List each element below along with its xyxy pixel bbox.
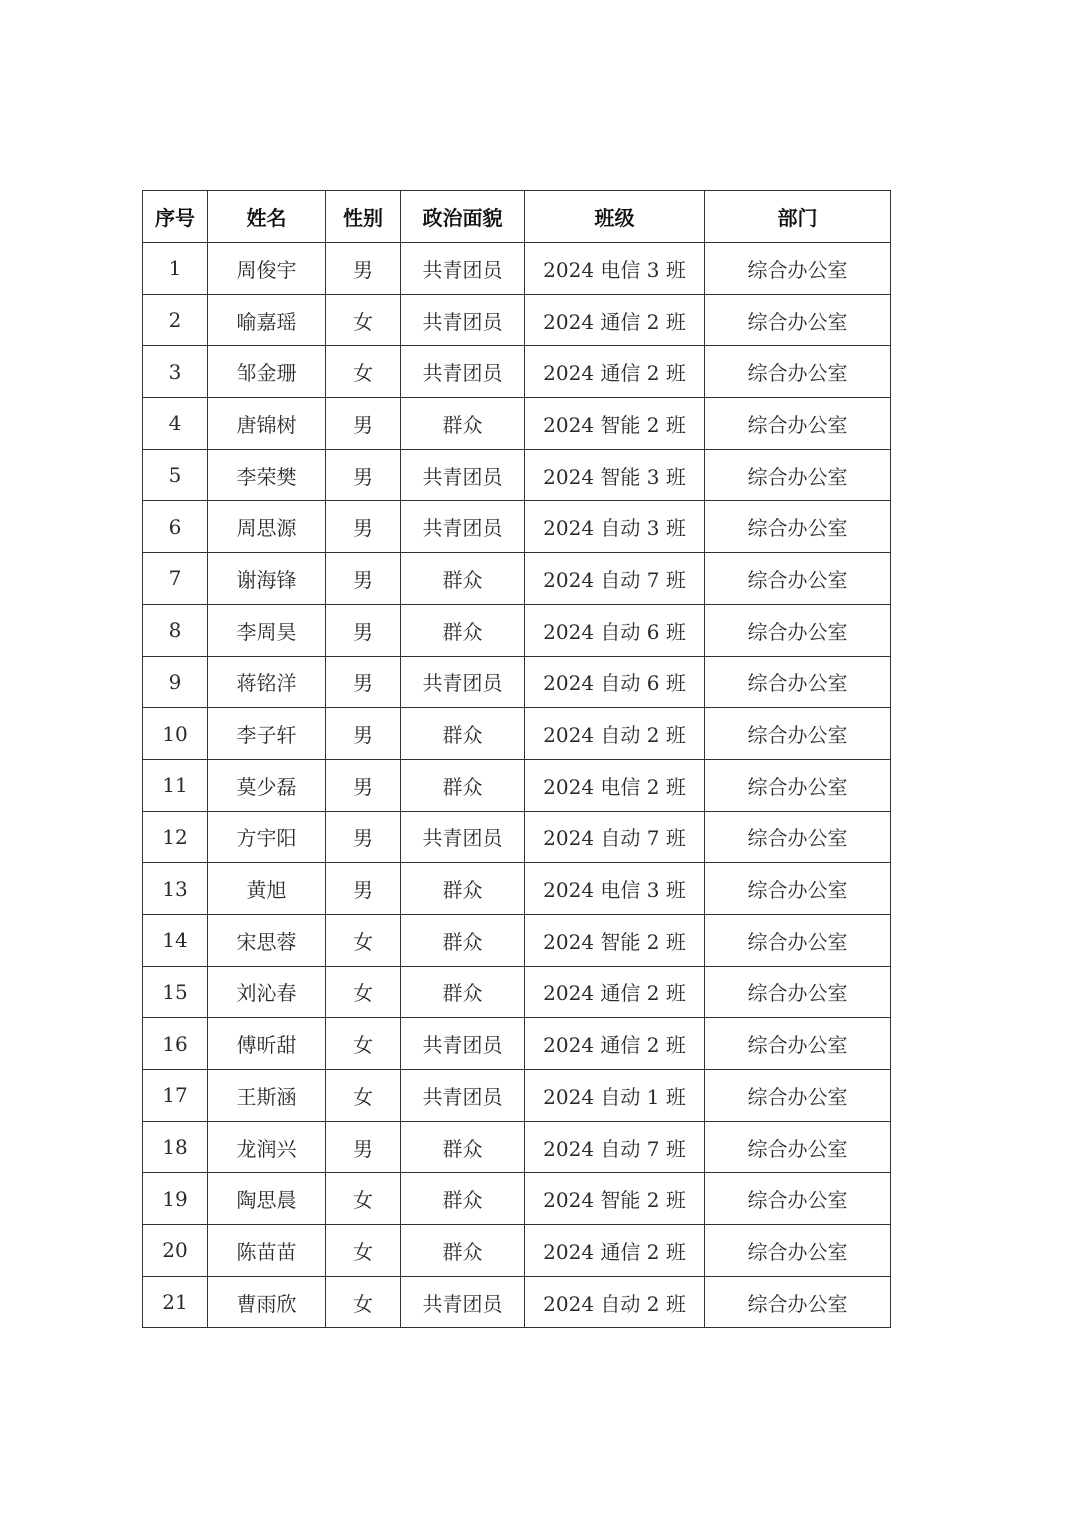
table-row (143, 1070, 891, 1122)
cell-gender: 女 (326, 1276, 401, 1328)
cell-department: 综合办公室 (705, 553, 891, 605)
cell-index: 6 (143, 501, 208, 553)
table-row (143, 604, 891, 656)
cell-index: 5 (143, 449, 208, 501)
table-row (143, 708, 891, 760)
cell-department: 综合办公室 (705, 1173, 891, 1225)
cell-department: 综合办公室 (705, 294, 891, 346)
cell-department: 综合办公室 (705, 501, 891, 553)
header-department: 部门 (705, 191, 891, 243)
cell-gender: 男 (326, 501, 401, 553)
cell-gender: 男 (326, 708, 401, 760)
cell-gender: 女 (326, 1173, 401, 1225)
cell-gender: 女 (326, 1225, 401, 1277)
cell-gender: 女 (326, 914, 401, 966)
cell-index: 7 (143, 553, 208, 605)
header-row (143, 191, 891, 243)
cell-index: 8 (143, 604, 208, 656)
cell-index: 16 (143, 1018, 208, 1070)
table-row (143, 1018, 891, 1070)
header-class: 班级 (525, 191, 705, 243)
cell-political-status: 共青团员 (401, 294, 525, 346)
cell-department: 综合办公室 (705, 346, 891, 398)
cell-name: 莫少磊 (208, 759, 326, 811)
cell-department: 综合办公室 (705, 656, 891, 708)
cell-name: 陈苗苗 (208, 1225, 326, 1277)
cell-name: 王斯涵 (208, 1070, 326, 1122)
cell-index: 19 (143, 1173, 208, 1225)
cell-name: 周思源 (208, 501, 326, 553)
cell-gender: 女 (326, 1070, 401, 1122)
cell-gender: 女 (326, 346, 401, 398)
cell-department: 综合办公室 (705, 1070, 891, 1122)
cell-department: 综合办公室 (705, 449, 891, 501)
table-row (143, 1225, 891, 1277)
cell-department: 综合办公室 (705, 708, 891, 760)
header-name: 姓名 (208, 191, 326, 243)
cell-name: 黄旭 (208, 863, 326, 915)
cell-gender: 男 (326, 863, 401, 915)
cell-political-status: 共青团员 (401, 346, 525, 398)
cell-name: 谢海锋 (208, 553, 326, 605)
cell-index: 10 (143, 708, 208, 760)
cell-class: 2024 自动 6 班 (525, 656, 705, 708)
table-row (143, 449, 891, 501)
table-row (143, 243, 891, 295)
cell-political-status: 群众 (401, 398, 525, 450)
table-row (143, 811, 891, 863)
cell-index: 21 (143, 1276, 208, 1328)
cell-political-status: 群众 (401, 553, 525, 605)
cell-gender: 男 (326, 1121, 401, 1173)
cell-name: 蒋铭洋 (208, 656, 326, 708)
cell-class: 2024 自动 6 班 (525, 604, 705, 656)
cell-name: 周俊宇 (208, 243, 326, 295)
cell-class: 2024 智能 2 班 (525, 1173, 705, 1225)
cell-department: 综合办公室 (705, 243, 891, 295)
cell-gender: 女 (326, 966, 401, 1018)
cell-political-status: 共青团员 (401, 243, 525, 295)
cell-department: 综合办公室 (705, 1018, 891, 1070)
cell-name: 宋思蓉 (208, 914, 326, 966)
cell-gender: 女 (326, 1018, 401, 1070)
table-row (143, 656, 891, 708)
cell-index: 18 (143, 1121, 208, 1173)
cell-political-status: 群众 (401, 1121, 525, 1173)
cell-name: 李子轩 (208, 708, 326, 760)
cell-political-status: 共青团员 (401, 501, 525, 553)
cell-political-status: 共青团员 (401, 1018, 525, 1070)
header-political-status: 政治面貌 (401, 191, 525, 243)
table-header (143, 191, 891, 243)
table-row (143, 501, 891, 553)
cell-gender: 男 (326, 656, 401, 708)
cell-department: 综合办公室 (705, 863, 891, 915)
table-row (143, 553, 891, 605)
table-row (143, 1121, 891, 1173)
cell-class: 2024 智能 3 班 (525, 449, 705, 501)
cell-political-status: 群众 (401, 604, 525, 656)
cell-index: 4 (143, 398, 208, 450)
table-row (143, 759, 891, 811)
cell-class: 2024 通信 2 班 (525, 1225, 705, 1277)
cell-class: 2024 电信 2 班 (525, 759, 705, 811)
cell-political-status: 群众 (401, 1225, 525, 1277)
cell-department: 综合办公室 (705, 811, 891, 863)
cell-name: 方宇阳 (208, 811, 326, 863)
cell-index: 15 (143, 966, 208, 1018)
cell-political-status: 群众 (401, 914, 525, 966)
cell-gender: 男 (326, 811, 401, 863)
table-row (143, 966, 891, 1018)
cell-political-status: 共青团员 (401, 1276, 525, 1328)
cell-political-status: 群众 (401, 863, 525, 915)
cell-index: 3 (143, 346, 208, 398)
header-index: 序号 (143, 191, 208, 243)
cell-class: 2024 自动 7 班 (525, 811, 705, 863)
cell-index: 9 (143, 656, 208, 708)
cell-department: 综合办公室 (705, 759, 891, 811)
cell-political-status: 群众 (401, 1173, 525, 1225)
cell-class: 2024 自动 2 班 (525, 1276, 705, 1328)
cell-class: 2024 智能 2 班 (525, 914, 705, 966)
cell-gender: 男 (326, 759, 401, 811)
header-gender: 性别 (326, 191, 401, 243)
cell-class: 2024 电信 3 班 (525, 863, 705, 915)
cell-department: 综合办公室 (705, 1225, 891, 1277)
cell-department: 综合办公室 (705, 1121, 891, 1173)
cell-gender: 男 (326, 553, 401, 605)
cell-department: 综合办公室 (705, 398, 891, 450)
cell-political-status: 共青团员 (401, 1070, 525, 1122)
cell-department: 综合办公室 (705, 604, 891, 656)
cell-political-status: 群众 (401, 759, 525, 811)
cell-index: 17 (143, 1070, 208, 1122)
cell-class: 2024 通信 2 班 (525, 294, 705, 346)
cell-name: 李周昊 (208, 604, 326, 656)
cell-class: 2024 通信 2 班 (525, 346, 705, 398)
table-row (143, 1276, 891, 1328)
cell-name: 李荣樊 (208, 449, 326, 501)
cell-name: 唐锦树 (208, 398, 326, 450)
cell-index: 13 (143, 863, 208, 915)
cell-class: 2024 自动 7 班 (525, 1121, 705, 1173)
cell-department: 综合办公室 (705, 914, 891, 966)
cell-class: 2024 电信 3 班 (525, 243, 705, 295)
cell-class: 2024 通信 2 班 (525, 966, 705, 1018)
cell-gender: 男 (326, 243, 401, 295)
cell-name: 喻嘉瑶 (208, 294, 326, 346)
table-row (143, 398, 891, 450)
cell-index: 11 (143, 759, 208, 811)
cell-name: 龙润兴 (208, 1121, 326, 1173)
cell-index: 14 (143, 914, 208, 966)
cell-name: 傅昕甜 (208, 1018, 326, 1070)
cell-gender: 男 (326, 398, 401, 450)
cell-class: 2024 通信 2 班 (525, 1018, 705, 1070)
cell-index: 20 (143, 1225, 208, 1277)
cell-name: 曹雨欣 (208, 1276, 326, 1328)
cell-political-status: 共青团员 (401, 811, 525, 863)
cell-gender: 男 (326, 604, 401, 656)
cell-name: 刘沁春 (208, 966, 326, 1018)
table-body (143, 243, 891, 1328)
table-row (143, 914, 891, 966)
cell-political-status: 共青团员 (401, 449, 525, 501)
cell-political-status: 群众 (401, 966, 525, 1018)
cell-department: 综合办公室 (705, 966, 891, 1018)
table-row (143, 1173, 891, 1225)
cell-index: 1 (143, 243, 208, 295)
cell-name: 陶思晨 (208, 1173, 326, 1225)
cell-class: 2024 自动 2 班 (525, 708, 705, 760)
cell-gender: 女 (326, 294, 401, 346)
table-row (143, 346, 891, 398)
cell-class: 2024 自动 7 班 (525, 553, 705, 605)
roster-table (142, 190, 891, 1328)
cell-department: 综合办公室 (705, 1276, 891, 1328)
roster-sheet (142, 190, 890, 1328)
cell-class: 2024 自动 1 班 (525, 1070, 705, 1122)
cell-name: 邹金珊 (208, 346, 326, 398)
table-row (143, 294, 891, 346)
cell-gender: 男 (326, 449, 401, 501)
cell-index: 2 (143, 294, 208, 346)
table-row (143, 863, 891, 915)
cell-class: 2024 智能 2 班 (525, 398, 705, 450)
cell-class: 2024 自动 3 班 (525, 501, 705, 553)
cell-index: 12 (143, 811, 208, 863)
cell-political-status: 共青团员 (401, 656, 525, 708)
cell-political-status: 群众 (401, 708, 525, 760)
